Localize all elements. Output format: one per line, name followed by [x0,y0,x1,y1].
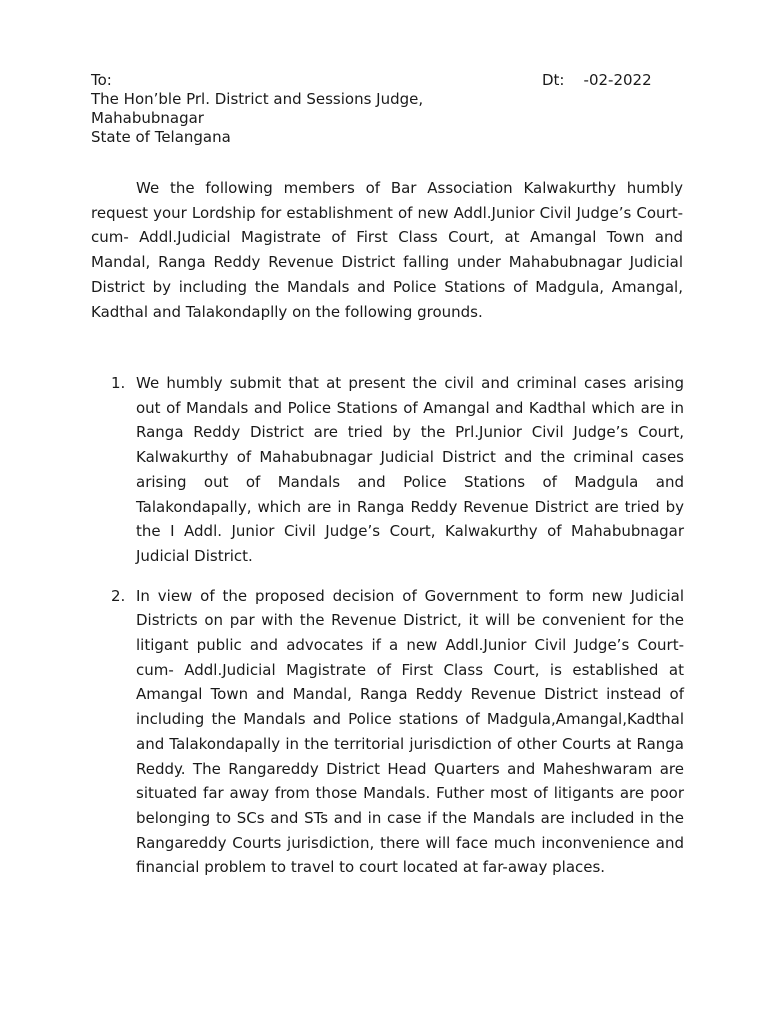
intro-paragraph: We the following members of Bar Association Kalwakurthy humbly request your Lordship for establishment of new Addl.Junior Civil Judge’s Court-cum- Addl.Judicial Magistrate of First Class Court, at Amangal Town and Mandal, Ranga Reddy Revenue District falling under Mahabubnagar Judicial District by including the Mandals and Police Stations of Madgula, Amangal, Kadthal and Talakondaplly on the following grounds. [91,179,683,321]
ground-text-2: In view of the proposed decision of Government to form new Judicial Districts on par with the Revenue District, it will be convenient for the litigant public and advocates if a new Addl.Junior Civil Judge’s Court-cum- Addl.Judicial Magistrate of First Class Court, is established at Amangal Town and Mandal, Ranga Reddy Revenue District instead of including the Mandals and Police stations of Madgula,Amangal,Kadthal and Talakondapally in the territorial jurisdiction of other Courts at Ranga Reddy. The Rangareddy District Head Quarters and Maheshwaram are situated far away from those Mandals. Futher most of litigants are poor belonging to SCs and STs and in case if the Mandals are included in the Rangareddy Courts jurisdiction, there will face much inconvenience and financial problem to travel to court located at far-away places. [136,586,684,877]
recipient-state: State of Telangana [91,128,231,146]
ground-number-2: 2. [111,586,126,605]
ground-text-1: We humbly submit that at present the civil and criminal cases arising out of Mandals and Police Stations of Amangal and Kadthal which are in Ranga Reddy District are tried by the Prl.Junior Civil Judge’s Court, Kalwakurthy of Mahabubnagar Judicial District and the criminal cases arising out of Mandals and Police Stations of Madgula and Talakondapally, which are in Ranga Reddy Revenue District are tried by the I Addl. Junior Civil Judge’s Court, Kalwakurthy of Mahabubnagar Judicial District. [136,374,684,565]
recipient-title: The Hon’ble Prl. District and Sessions Judge, [91,90,424,108]
letter-header [91,71,681,147]
date-label: Dt: -02-2022 [542,71,652,89]
ground-item-1 [91,371,684,569]
ground-number-1: 1. [111,374,126,392]
ground-item-2 [91,584,684,880]
header-first-row [91,71,681,90]
to-label: To: [91,71,112,89]
recipient-city: Mahabubnagar [91,109,204,127]
grounds-list [91,371,684,880]
